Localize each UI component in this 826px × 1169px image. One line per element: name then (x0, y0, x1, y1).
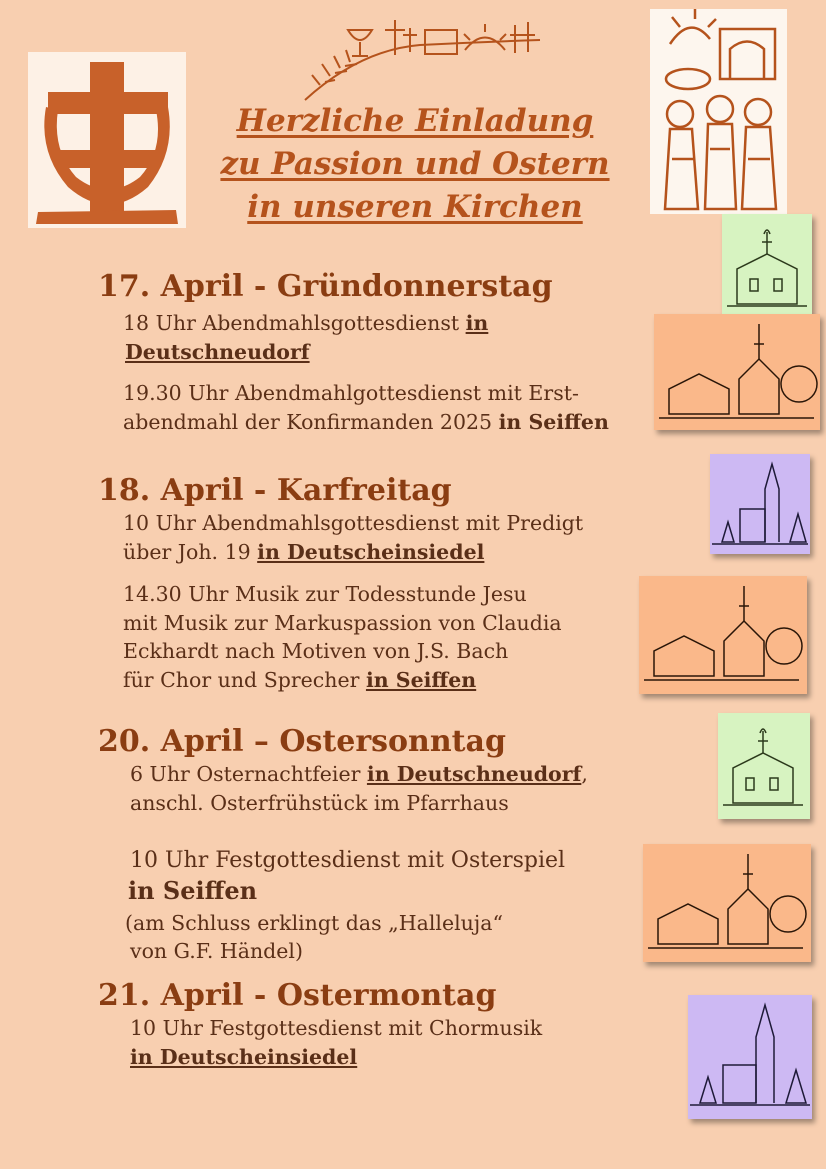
church-logo (28, 52, 186, 228)
title-line-3: in unseren Kirchen (247, 189, 583, 225)
event-text: für Chor und Sprecher in Seiffen (123, 668, 477, 692)
event-text: mit Musik zur Markuspassion von Claudia (123, 611, 562, 635)
event-text: Eckhardt nach Motiven von J.S. Bach (123, 639, 509, 663)
church-image-deutscheinsiedel (710, 454, 810, 554)
title-line-2: zu Passion und Ostern (220, 146, 610, 182)
event-text: 14.30 Uhr Musik zur Todesstunde Jesu (123, 582, 527, 606)
day-heading-gruendonnerstag: 17. April - Gründonnerstag (98, 269, 553, 304)
church-image-seiffen (643, 844, 811, 962)
easter-symbols-illustration (300, 10, 550, 105)
church-image-deutschneudorf (718, 713, 810, 819)
title-line-1: Herzliche Einladung (236, 103, 594, 139)
event-text: anschl. Osterfrühstück im Pfarrhaus (130, 791, 509, 815)
event-text: 19.30 Uhr Abendmahlgottesdienst mit Erst- (123, 381, 579, 405)
event-text: abendmahl der Konfirmanden 2025 in Seiffen (123, 410, 609, 434)
event-location: in Deutscheinsiedel (130, 1045, 358, 1069)
event-text: 10 Uhr Abendmahlsgottesdienst mit Predigt (123, 511, 584, 535)
church-image-deutscheinsiedel (688, 995, 812, 1119)
event-text: 18 Uhr Abendmahlsgottesdienst in (123, 311, 489, 335)
event-text: 6 Uhr Osternachtfeier in Deutschneudorf, (130, 762, 588, 786)
church-image-deutschneudorf (722, 214, 812, 320)
event-location: Deutschneudorf (125, 340, 310, 364)
event-text: von G.F. Händel) (130, 939, 303, 963)
event-text: 10 Uhr Festgottesdienst mit Osterspiel (130, 848, 566, 873)
day-heading-ostermontag: 21. April - Ostermontag (98, 978, 497, 1013)
church-image-seiffen (654, 314, 820, 430)
invitation-title (190, 100, 640, 229)
event-text: über Joh. 19 in Deutscheinsiedel (123, 540, 485, 564)
day-heading-karfreitag: 18. April - Karfreitag (98, 473, 452, 508)
event-text: 10 Uhr Festgottesdienst mit Chormusik (130, 1016, 543, 1040)
women-at-tomb-illustration (650, 9, 787, 214)
event-text: (am Schluss erklingt das „Halleluja“ (125, 911, 503, 935)
day-heading-ostersonntag: 20. April – Ostersonntag (98, 724, 506, 759)
event-location: in Seiffen (128, 876, 258, 905)
church-image-seiffen (639, 576, 807, 694)
